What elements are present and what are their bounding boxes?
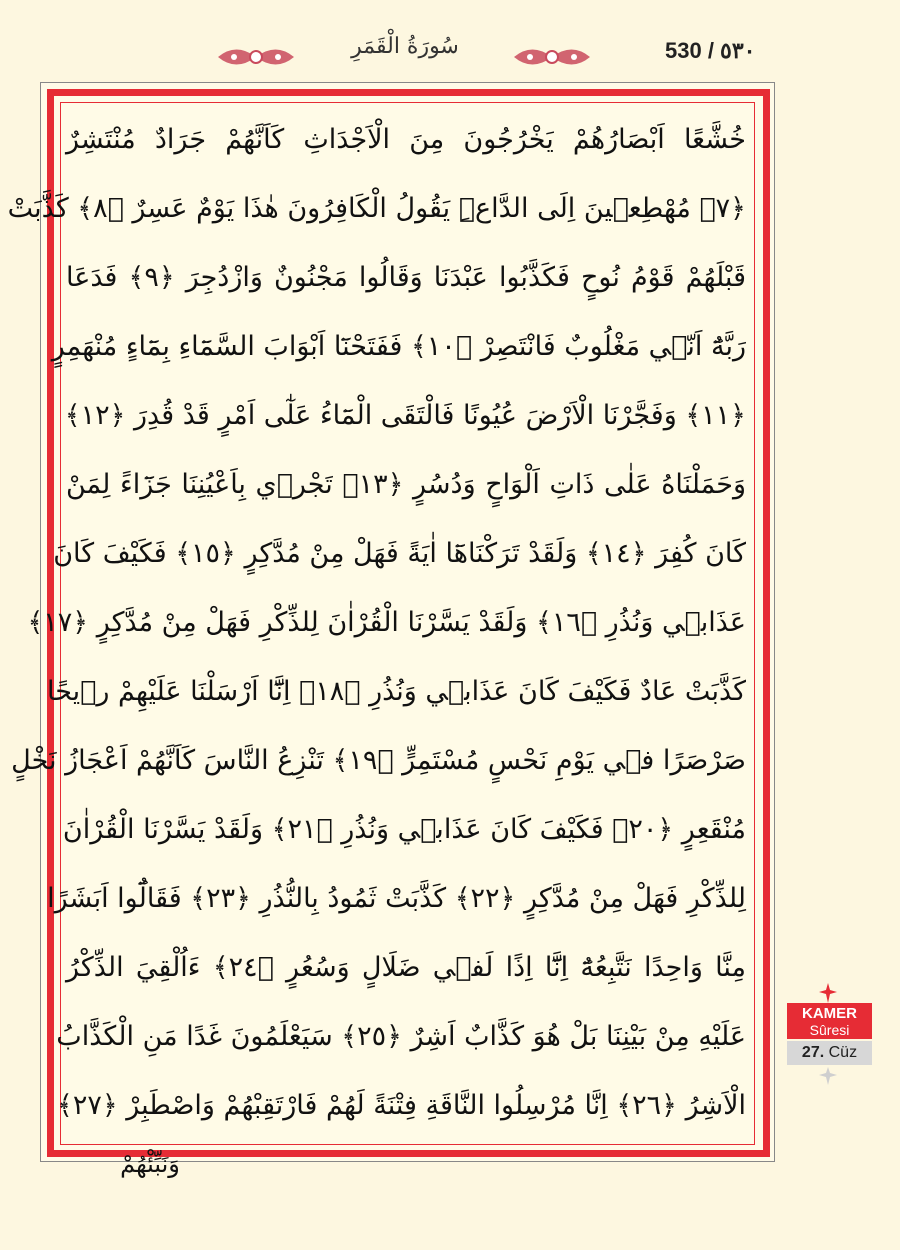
verse-line: مِنَّا وَاحِدًا نَتَّبِعُهُٓ اِنَّٓا اِذًا لَفٖي ضَلَالٍ وَسُعُرٍ ﴿٢٤﴾ ءَاُلْقِيَ الذِّكْرُ	[66, 952, 746, 983]
verse-line: عَذَابٖي وَنُذُرِ ﴿١٦﴾ وَلَقَدْ يَسَّرْنَا الْقُرْاٰنَ لِلذِّكْرِ فَهَلْ مِنْ مُدَّكِرٍ ﴿١٧﴾	[27, 607, 746, 638]
catchword: وَنَبِّئْهُمْ	[120, 1150, 180, 1178]
verse-line: عَلَيْهِ مِنْ بَيْنِنَا بَلْ هُوَ كَذَّابٌ اَشِرٌ ﴿٢٥﴾ سَيَعْلَمُونَ غَدًا مَنِ الْكَذَّابُ	[56, 1021, 746, 1052]
side-tab-surah-name: KAMER	[802, 1005, 857, 1022]
verse-line: قَبْلَهُمْ قَوْمُ نُوحٍ فَكَذَّبُوا عَبْدَنَا وَقَالُوا مَجْنُونٌ وَازْدُجِرَ ﴿٩﴾ فَدَعَا	[66, 262, 746, 293]
page-number: 530 / ٥٣٠	[665, 38, 756, 63]
verse-line: مُنْقَعِرٍ ﴿٢٠﴾ فَكَيْفَ كَانَ عَذَابٖي وَنُذُرِ ﴿٢١﴾ وَلَقَدْ يَسَّرْنَا الْقُرْاٰنَ	[62, 814, 746, 845]
verse-line: لِلذِّكْرِ فَهَلْ مِنْ مُدَّكِرٍ ﴿٢٢﴾ كَذَّبَتْ ثَمُودُ بِالنُّذُرِ ﴿٢٣﴾ فَقَالُٓوا اَبَشَرًا	[47, 883, 746, 914]
juz-label: Cüz	[828, 1044, 858, 1061]
header-left-ornament-icon	[216, 40, 296, 74]
verse-line: صَرْصَرًا فٖي يَوْمِ نَحْسٍ مُسْتَمِرٍّ ﴿١٩﴾ تَنْزِعُ النَّاسَ كَاَنَّهُمْ اَعْجَازُ نَخْلٍ	[11, 745, 746, 776]
verse-line: ﴿٧﴾ مُهْطِعٖينَ اِلَى الدَّاعِۜ يَقُولُ الْكَافِرُونَ هٰذَا يَوْمٌ عَسِرٌ ﴿٨﴾ كَذَّبَتْ	[7, 193, 746, 224]
juz-number: 27.	[801, 1044, 825, 1061]
verse-line: كَذَّبَتْ عَادٌ فَكَيْفَ كَانَ عَذَابٖي وَنُذُرِ ﴿١٨﴾ اِنَّٓا اَرْسَلْنَا عَلَيْهِمْ رٖيحًا	[46, 676, 746, 707]
verse-line: الْاَشِرُ ﴿٢٦﴾ اِنَّا مُرْسِلُوا النَّاقَةِ فِتْنَةً لَهُمْ فَارْتَقِبْهُمْ وَاصْطَبِرْ ﴿٢٧﴾	[57, 1090, 746, 1121]
fleur-de-lis-icon	[815, 982, 841, 1004]
fleur-de-lis-icon	[815, 1066, 841, 1086]
verse-line: خُشَّعًا اَبْصَارُهُمْ يَخْرُجُونَ مِنَ الْاَجْدَاثِ كَاَنَّهُمْ جَرَادٌ مُنْتَشِرٌ	[66, 124, 746, 155]
verse-line: ﴿١١﴾ وَفَجَّرْنَا الْاَرْضَ عُيُونًا فَالْتَقَى الْمَٓاءُ عَلٰٓى اَمْرٍ قَدْ قُدِرَ ﴿١٢﴾	[64, 400, 746, 431]
verse-line: وَحَمَلْنَاهُ عَلٰى ذَاتِ اَلْوَاحٍ وَدُسُرٍ ﴿١٣﴾ تَجْرٖي بِاَعْيُنِنَا جَزَٓاءً لِمَنْ	[66, 469, 747, 500]
surah-title: سُورَةُ الْقَمَرِ	[351, 34, 459, 59]
juz-indicator[interactable]	[787, 1041, 872, 1065]
verse-line: رَبَّهُٓ اَنّٖي مَغْلُوبٌ فَانْتَصِرْ ﴿١٠﴾ فَفَتَحْنَٓا اَبْوَابَ السَّمَٓاءِ بِمَٓاءٍ مُنْهَمِرٍ	[51, 331, 746, 362]
header-right-ornament-icon	[512, 40, 592, 74]
verse-line: كَانَ كُفِرَ ﴿١٤﴾ وَلَقَدْ تَرَكْنَاهَٓا اٰيَةً فَهَلْ مِنْ مُدَّكِرٍ ﴿١٥﴾ فَكَيْفَ كَانَ	[53, 538, 746, 569]
side-tab-surah-label: Sûresi	[809, 1022, 850, 1038]
verse-text-area	[7, 105, 747, 1140]
surah-side-tab[interactable]	[787, 1003, 872, 1039]
